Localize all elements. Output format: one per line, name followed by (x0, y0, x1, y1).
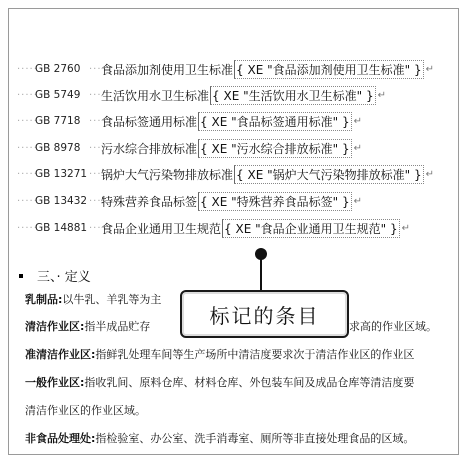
index-entry-field[interactable]: { XE "特殊营养食品标签" } (198, 192, 352, 211)
definition-paragraph: 准清洁作业区:指鲜乳处理车间等生产场所中清洁度要求次于清洁作业区的作业区 (25, 348, 415, 361)
standard-entry (9, 85, 458, 105)
standard-code: GB 7718 (35, 115, 81, 127)
standard-title: 食品添加剂使用卫生标准 (101, 62, 234, 77)
leader-dots: ····· (17, 222, 38, 234)
standard-code: GB 13432 (35, 195, 88, 207)
callout-pointer (260, 255, 262, 293)
leader-dots: ····· (17, 142, 38, 154)
standard-title: 锅炉大气污染物排放标准 (101, 167, 234, 182)
standard-title: 食品企业通用卫生规范 (101, 221, 222, 236)
standard-entry (9, 218, 458, 238)
paragraph-mark-icon: ↵ (425, 168, 434, 180)
leader-dots: ····· (17, 115, 38, 127)
index-entry-field[interactable]: { XE "食品添加剂使用卫生标准" } (234, 60, 424, 79)
leader-dots: ····· (17, 168, 38, 180)
callout-pin-icon (255, 248, 267, 260)
standard-entry (9, 59, 458, 79)
section-heading-text: 三、· 定义 (37, 270, 91, 285)
index-entry-field[interactable]: { XE "食品标签通用标准" } (198, 112, 352, 131)
standard-title: 污水综合排放标准 (101, 141, 198, 156)
definition-paragraph: 清洁作业区的作业区域。 (25, 404, 146, 417)
standard-entry (9, 111, 458, 131)
paragraph-mark-icon: ↵ (377, 89, 386, 101)
definition-paragraph: 清洁作业区:指半成品贮存 (25, 320, 151, 333)
standard-title: 食品标签通用标准 (101, 114, 198, 129)
standard-entry (9, 138, 458, 158)
paragraph-mark-icon: ↵ (353, 115, 362, 127)
standard-code: GB 5749 (35, 89, 81, 101)
leader-dots: ····· (17, 195, 38, 207)
section-heading (19, 266, 91, 285)
definition-paragraph-tail: 求高的作业区域。 (349, 320, 437, 333)
paragraph-mark-icon: ↵ (353, 195, 362, 207)
index-entry-field[interactable]: { XE "污水综合排放标准" } (198, 139, 352, 158)
standard-title: 特殊营养食品标签 (101, 194, 198, 209)
definition-paragraph: 非食品处理处:指检验室、办公室、洗手消毒室、厕所等非直接处理食品的区域。 (25, 432, 415, 445)
leader-dots: ····· (17, 63, 38, 75)
standard-entry (9, 191, 458, 211)
standard-code: GB 14881 (35, 222, 88, 234)
paragraph-mark-icon: ↵ (401, 222, 410, 234)
leader-dots: ···· (89, 89, 106, 101)
leader-dots: ····· (17, 89, 38, 101)
standard-code: GB 13271 (35, 168, 88, 180)
index-entry-field[interactable]: { XE "食品企业通用卫生规范" } (222, 219, 400, 238)
standard-title: 生活饮用水卫生标准 (101, 88, 210, 103)
bullet-icon (19, 274, 23, 278)
definition-paragraph: 一般作业区:指收乳间、原料仓库、材料仓库、外包装车间及成品仓库等清洁度要 (25, 376, 415, 389)
paragraph-mark-icon: ↵ (353, 142, 362, 154)
index-entry-field[interactable]: { XE "锅炉大气污染物排放标准" } (234, 165, 424, 184)
leader-dots: ···· (89, 222, 106, 234)
definition-paragraph: 乳制品:以牛乳、羊乳等为主 (25, 293, 162, 306)
leader-dots: ···· (89, 168, 106, 180)
leader-dots: ···· (89, 63, 106, 75)
standard-code: GB 8978 (35, 142, 81, 154)
leader-dots: ···· (89, 195, 106, 207)
document-page (8, 8, 459, 455)
callout-label: 标记的条目 (180, 290, 349, 338)
standard-entry (9, 164, 458, 184)
standard-code: GB 2760 (35, 63, 81, 75)
index-entry-field[interactable]: { XE "生活饮用水卫生标准" } (210, 86, 376, 105)
paragraph-mark-icon: ↵ (425, 63, 434, 75)
leader-dots: ···· (89, 142, 106, 154)
leader-dots: ···· (89, 115, 106, 127)
